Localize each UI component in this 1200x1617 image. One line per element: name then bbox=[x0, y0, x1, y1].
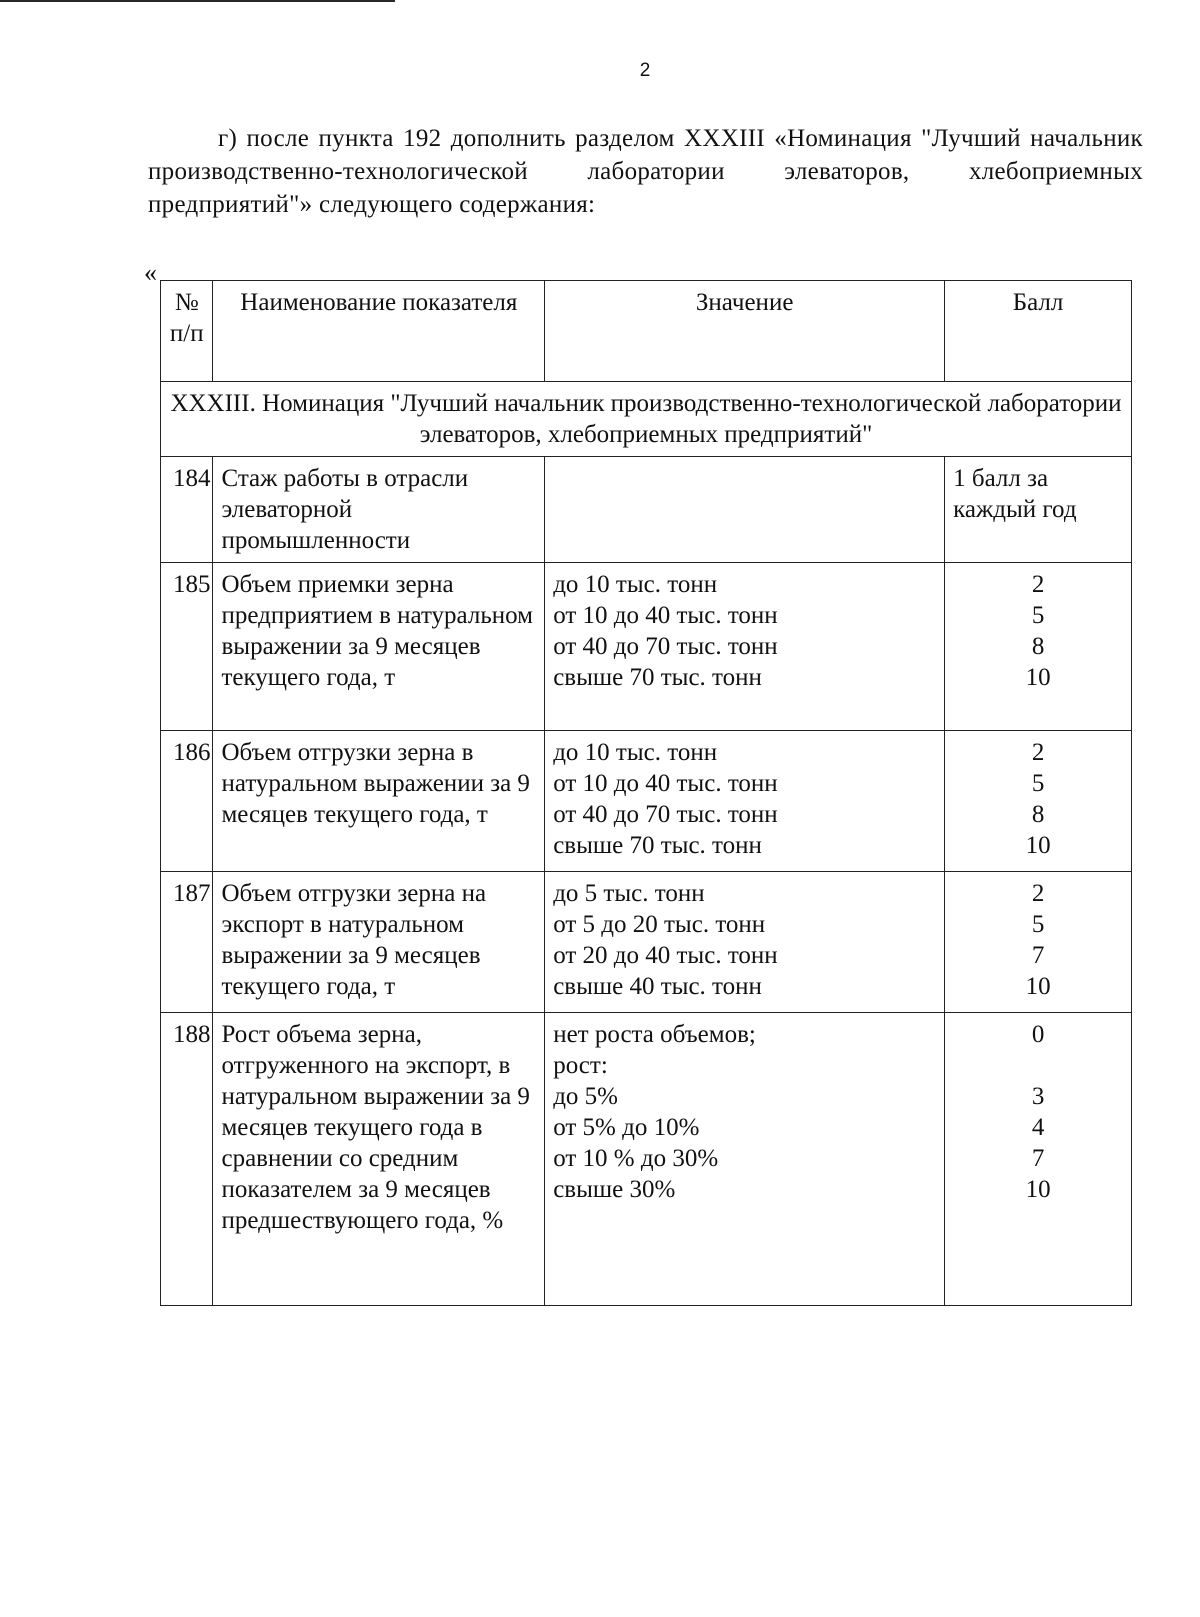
score-line: каждый год bbox=[953, 496, 1077, 523]
score-line: 5 bbox=[1031, 911, 1045, 938]
value-line: до 5 тыс. тонн bbox=[553, 880, 705, 907]
intro-text: г) после пункта 192 дополнить разделом XXXIII «Номинация "Лучший начальник производственно-технологической лаборатории элеваторов, хлебоприемных предприятий"» следующего содержания: bbox=[148, 125, 1143, 218]
table-row bbox=[161, 1013, 1132, 1306]
indicator-name: Рост объема зерна, отгруженного на экспорт, в натуральном выражении за 9 месяцев текущего года в сравнении со средним показателем за 9 месяцев предшествующего года, % bbox=[213, 1013, 545, 1306]
header-num: № п/п bbox=[161, 281, 213, 382]
intro-paragraph bbox=[148, 122, 1143, 221]
indicator-name: Объем отгрузки зерна на экспорт в натуральном выражении за 9 месяцев текущего года, т bbox=[213, 872, 545, 1013]
score-line: 8 bbox=[1031, 801, 1045, 828]
value-line: свыше 70 тыс. тонн bbox=[553, 832, 762, 859]
value-line: свыше 40 тыс. тонн bbox=[553, 973, 762, 1000]
value-line: свыше 30% bbox=[553, 1176, 676, 1203]
indicator-values bbox=[545, 1013, 945, 1306]
score-line: 0 bbox=[1031, 1021, 1045, 1048]
table-row bbox=[161, 872, 1132, 1013]
score-line: 7 bbox=[1031, 1145, 1045, 1172]
header-score: Балл bbox=[945, 281, 1132, 382]
indicator-name: Объем приемки зерна предприятием в натуральном выражении за 9 месяцев текущего года, т bbox=[213, 563, 545, 731]
table-row bbox=[161, 731, 1132, 872]
score-line: 8 bbox=[1031, 633, 1045, 660]
value-line: от 5 до 20 тыс. тонн bbox=[553, 911, 766, 938]
row-number: 187 bbox=[161, 872, 213, 1013]
score-line: 10 bbox=[1025, 832, 1051, 859]
value-line: до 10 тыс. тонн bbox=[553, 571, 718, 598]
indicator-scores bbox=[945, 1013, 1132, 1306]
value-line: от 20 до 40 тыс. тонн bbox=[553, 942, 778, 969]
section-title: XXXIII. Номинация "Лучший начальник производственно-технологической лаборатории элеваторов, хлебоприемных предприятий" bbox=[161, 382, 1132, 457]
score-line: 2 bbox=[1031, 880, 1045, 907]
indicator-name: Стаж работы в отрасли элеваторной промышленности bbox=[213, 457, 545, 563]
value-line: от 10 до 40 тыс. тонн bbox=[553, 602, 778, 629]
header-value: Значение bbox=[545, 281, 945, 382]
indicator-values bbox=[545, 457, 945, 563]
value-line: свыше 70 тыс. тонн bbox=[553, 664, 762, 691]
row-number: 184 bbox=[161, 457, 213, 563]
score-line: 5 bbox=[1031, 602, 1045, 629]
table-header-row bbox=[161, 281, 1132, 382]
indicator-name: Объем отгрузки зерна в натуральном выражении за 9 месяцев текущего года, т bbox=[213, 731, 545, 872]
value-line: до 5% bbox=[553, 1083, 618, 1110]
row-number: 188 bbox=[161, 1013, 213, 1306]
indicator-values bbox=[545, 872, 945, 1013]
section-title-row bbox=[161, 382, 1132, 457]
value-line: от 40 до 70 тыс. тонн bbox=[553, 801, 778, 828]
table-row bbox=[161, 563, 1132, 731]
score-line: 10 bbox=[1025, 1176, 1051, 1203]
value-line: рост: bbox=[553, 1052, 608, 1079]
score-line: 5 bbox=[1031, 770, 1045, 797]
score-line: 3 bbox=[1031, 1083, 1045, 1110]
indicator-scores bbox=[945, 872, 1132, 1013]
opening-quote-mark: « bbox=[144, 258, 157, 287]
indicator-values bbox=[545, 563, 945, 731]
header-name: Наименование показателя bbox=[213, 281, 545, 382]
indicator-scores bbox=[945, 457, 1132, 563]
score-line: 1 балл за bbox=[953, 465, 1049, 492]
score-line-blank bbox=[953, 1050, 1123, 1081]
score-line: 10 bbox=[1025, 664, 1051, 691]
score-line: 2 bbox=[1031, 739, 1045, 766]
value-line: от 40 до 70 тыс. тонн bbox=[553, 633, 778, 660]
score-line: 2 bbox=[1031, 571, 1045, 598]
value-line: от 10 до 40 тыс. тонн bbox=[553, 770, 778, 797]
page-number: 2 bbox=[639, 60, 651, 81]
table-row bbox=[161, 457, 1132, 563]
indicator-scores bbox=[945, 731, 1132, 872]
score-line: 10 bbox=[1025, 973, 1051, 1000]
value-line: до 10 тыс. тонн bbox=[553, 739, 718, 766]
score-line: 7 bbox=[1031, 942, 1045, 969]
row-number: 185 bbox=[161, 563, 213, 731]
row-number: 186 bbox=[161, 731, 213, 872]
indicator-values bbox=[545, 731, 945, 872]
score-line: 4 bbox=[1031, 1114, 1045, 1141]
indicator-scores bbox=[945, 563, 1132, 731]
indicators-table bbox=[160, 280, 1132, 1306]
value-line: нет роста объемов; bbox=[553, 1021, 756, 1048]
value-line: от 5% до 10% bbox=[553, 1114, 700, 1141]
scan-edge-line bbox=[0, 0, 395, 2]
value-line: от 10 % до 30% bbox=[553, 1145, 719, 1172]
